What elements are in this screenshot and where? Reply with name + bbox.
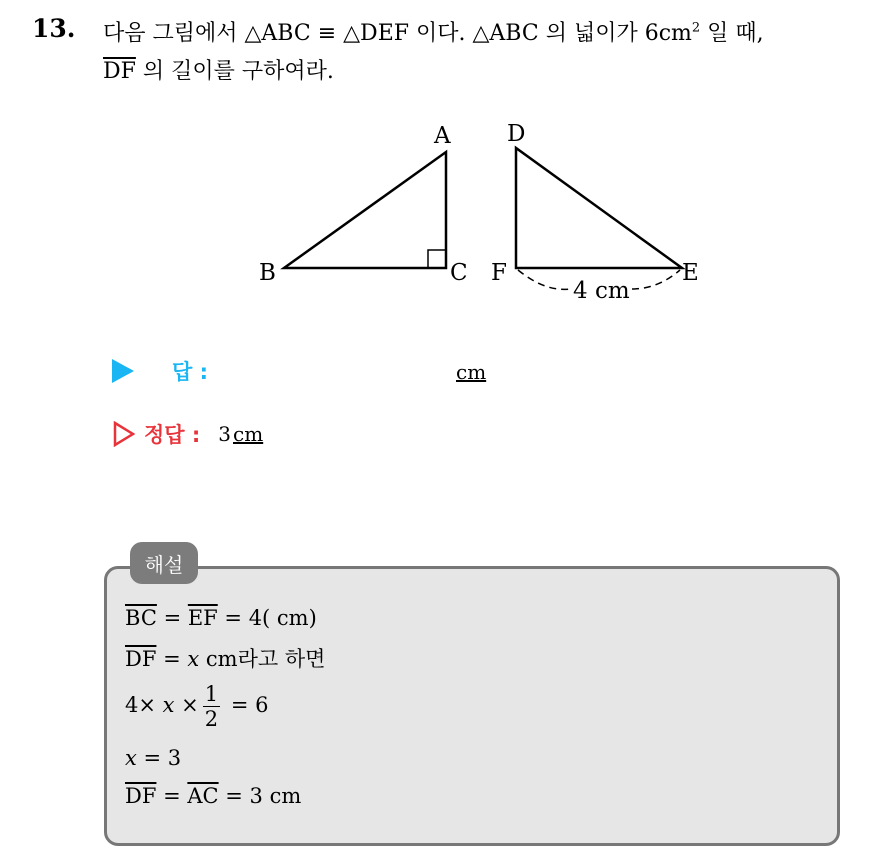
segment-df: $\overline{DF}$ [103, 59, 136, 84]
correct-answer-number: 3 [218, 422, 232, 446]
right-angle-mark [428, 250, 446, 268]
label-a: A [434, 123, 451, 149]
question-text-1: 다음 그림에서 △ABC ≡ △DEF 이다. △ABC 의 넓이가 6cm [103, 21, 692, 46]
variable-x: x [187, 647, 200, 671]
solution-line-5-rest: = 3 cm [218, 784, 302, 808]
answer-label: 답 : [172, 360, 208, 384]
correct-answer-row [112, 419, 263, 449]
solution-line-1-rest: = 4( cm) [217, 606, 317, 630]
segment-ef: $\overline{EF}$ [187, 606, 218, 630]
equals: = [156, 784, 188, 808]
solution-line-5 [125, 784, 301, 808]
variable-x: x [125, 746, 137, 770]
solution-line-3 [125, 682, 268, 731]
solution-line-4 [125, 746, 181, 770]
segment-ac: $\overline{AC}$ [187, 784, 219, 808]
question-text-2: 의 길이를 구하여라. [135, 59, 334, 84]
solution-line-4-rest: = 3 [136, 746, 182, 770]
variable-x: x [162, 693, 175, 717]
measure-label: 4 cm [573, 278, 630, 304]
segment-bc: $\overline{BC}$ [125, 606, 157, 630]
superscript-2: 2 [691, 20, 701, 36]
solution-line-3-post: = 6 [224, 693, 269, 717]
equals: = [156, 647, 188, 671]
segment-df-2: $\overline{DF}$ [125, 647, 157, 671]
measure-arc-right [632, 270, 680, 289]
label-f: F [491, 260, 507, 286]
label-d: D [507, 121, 526, 147]
triangle-abc [284, 152, 446, 268]
triangle-def-outline [516, 148, 682, 268]
label-e: E [682, 260, 699, 286]
correct-answer-unit: cm [233, 422, 264, 446]
label-c: C [450, 260, 468, 286]
measure-arc-left [518, 270, 570, 289]
answer-row [112, 356, 208, 386]
fraction-numerator: 1 [204, 682, 219, 706]
equals: = [156, 606, 188, 630]
outline-play-icon [112, 421, 136, 447]
triangle-def [516, 148, 682, 289]
triangle-abc-outline [284, 152, 446, 268]
times-sign: × [174, 693, 199, 717]
solution-tag: 해설 [130, 542, 198, 584]
correct-answer-value [218, 422, 263, 446]
solution-line-2 [125, 643, 325, 673]
solution-line-1 [125, 606, 317, 630]
question-number: 13. [32, 14, 76, 43]
play-icon [112, 359, 134, 383]
solution-line-3-pre: 4× [125, 693, 163, 717]
label-b: B [259, 260, 276, 286]
segment-df-3: $\overline{DF}$ [125, 784, 157, 808]
question-text-1-end: 일 때, [700, 21, 764, 46]
solution-line-2-rest: cm라고 하면 [199, 647, 326, 671]
fraction-denominator: 2 [204, 707, 219, 731]
fraction-one-half [203, 682, 220, 731]
answer-unit: cm [456, 360, 487, 384]
correct-answer-label: 정답 : [144, 423, 201, 447]
